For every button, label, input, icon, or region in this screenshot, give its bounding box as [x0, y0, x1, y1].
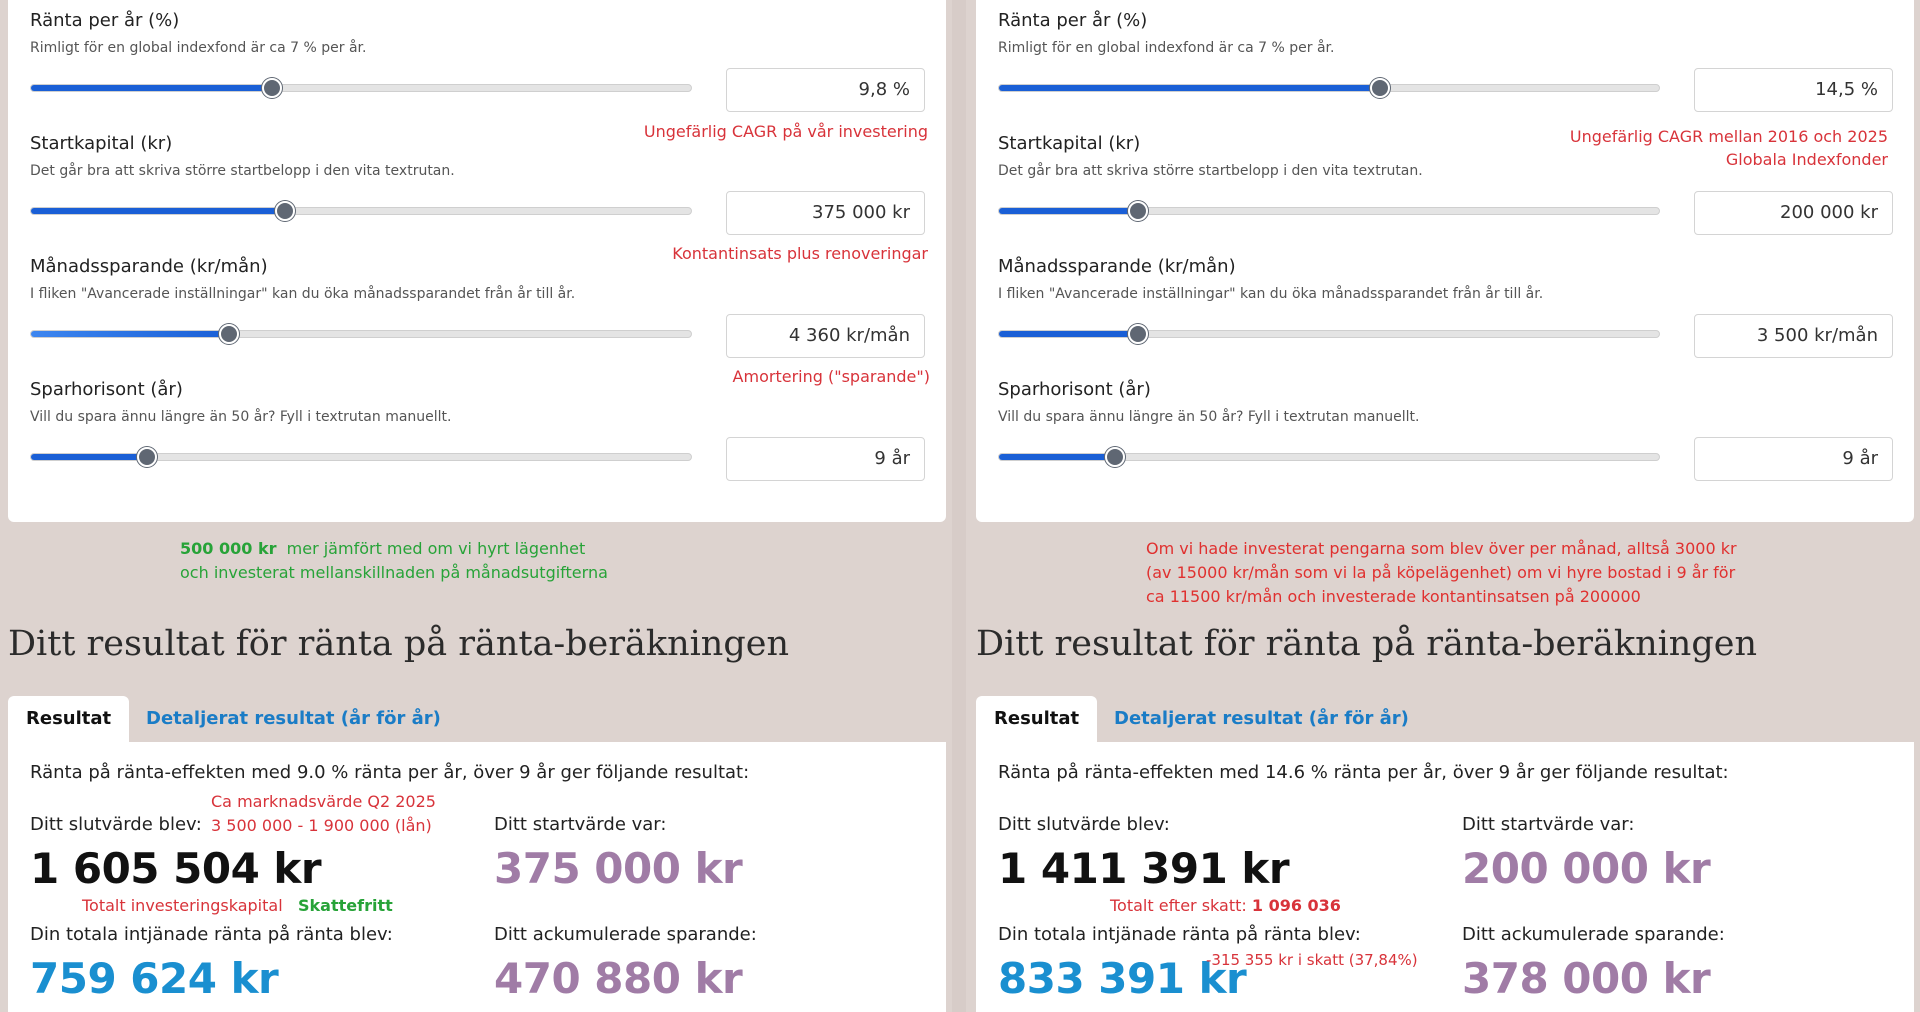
- market-value-calc-note: 3 500 000 - 1 900 000 (lån): [211, 816, 432, 835]
- horizon-field: [998, 369, 1898, 492]
- end-value: 1 411 391 kr: [998, 844, 1290, 893]
- rate-slider[interactable]: [998, 84, 1660, 92]
- horizon-slider-thumb[interactable]: [137, 447, 157, 467]
- tax-free-note: Skattefritt: [298, 896, 393, 915]
- horizon-label: Sparhorisont (år): [30, 379, 183, 400]
- horizon-slider-thumb[interactable]: [1105, 447, 1125, 467]
- interest-value: 833 391 kr: [998, 954, 1247, 1003]
- start-capital-slider-fill: [31, 208, 285, 214]
- results-intro: Ränta på ränta-effekten med 14.6 % ränta per år, över 9 år ger följande resultat:: [998, 762, 1729, 783]
- start-capital-input[interactable]: 375 000 kr: [726, 191, 925, 235]
- rate-help: Rimligt för en global indexfond är ca 7 % per år.: [998, 40, 1335, 56]
- horizon-input[interactable]: 9 år: [726, 437, 925, 481]
- start-capital-slider[interactable]: [30, 207, 692, 215]
- result-heading: Ditt resultat för ränta på ränta-beräkningen: [976, 624, 1758, 664]
- interest-value: 759 624 kr: [30, 954, 279, 1003]
- results-intro: Ränta på ränta-effekten med 9.0 % ränta per år, över 9 år ger följande resultat:: [30, 762, 750, 783]
- comparison-note-line2: och investerat mellanskillnaden på månadsutgifterna: [180, 563, 608, 582]
- start-value-label: Ditt startvärde var:: [1462, 814, 1635, 835]
- right-calculator-panel: [976, 0, 1914, 1012]
- monthly-saving-input[interactable]: 4 360 kr/mån: [726, 314, 925, 358]
- start-capital-slider-fill: [999, 208, 1138, 214]
- monthly-saving-slider-thumb[interactable]: [1128, 324, 1148, 344]
- rate-slider-fill: [31, 85, 272, 91]
- start-capital-help: Det går bra att skriva större startbelopp i den vita textrutan.: [30, 163, 455, 179]
- rate-slider-fill: [999, 85, 1380, 91]
- comparison-text-1: mer jämfört med om vi hyrt lägenhet: [286, 539, 586, 558]
- start-capital-annotation: Kontantinsats plus renoveringar: [672, 244, 928, 263]
- start-capital-help: Det går bra att skriva större startbelopp i den vita textrutan.: [998, 163, 1423, 179]
- start-value: 375 000 kr: [494, 844, 743, 893]
- monthly-saving-label: Månadssparande (kr/mån): [998, 256, 1236, 277]
- rate-annotation-line1: Ungefärlig CAGR mellan 2016 och 2025: [1569, 127, 1888, 146]
- monthly-saving-slider[interactable]: [30, 330, 692, 338]
- monthly-saving-slider[interactable]: [998, 330, 1660, 338]
- horizon-slider[interactable]: [998, 453, 1660, 461]
- start-capital-slider-thumb[interactable]: [1128, 201, 1148, 221]
- horizon-label: Sparhorisont (år): [998, 379, 1151, 400]
- rate-slider[interactable]: [30, 84, 692, 92]
- rate-field: [30, 0, 930, 123]
- start-capital-label: Startkapital (kr): [998, 133, 1141, 154]
- rate-help: Rimligt för en global indexfond är ca 7 % per år.: [30, 40, 367, 56]
- monthly-saving-slider-fill: [999, 331, 1138, 337]
- market-value-note: Ca marknadsvärde Q2 2025: [211, 792, 436, 811]
- end-value-label: Ditt slutvärde blev:: [30, 814, 202, 835]
- monthly-saving-field: [998, 246, 1898, 369]
- settings-card: [976, 0, 1914, 522]
- monthly-saving-help: I fliken "Avancerade inställningar" kan du öka månadssparandet från år till år.: [998, 286, 1544, 302]
- tab-result[interactable]: Resultat: [976, 696, 1097, 742]
- monthly-saving-slider-fill: [31, 331, 229, 337]
- horizon-input[interactable]: 9 år: [1694, 437, 1893, 481]
- horizon-slider-fill: [999, 454, 1115, 460]
- rate-field: [998, 0, 1898, 123]
- after-tax-label: Totalt efter skatt:: [1110, 896, 1247, 915]
- total-capital-note: Totalt investeringskapital: [82, 896, 283, 915]
- start-capital-label: Startkapital (kr): [30, 133, 173, 154]
- horizon-help: Vill du spara ännu längre än 50 år? Fyll i textrutan manuellt.: [30, 409, 452, 425]
- start-value-label: Ditt startvärde var:: [494, 814, 667, 835]
- monthly-saving-label: Månadssparande (kr/mån): [30, 256, 268, 277]
- monthly-saving-input[interactable]: 3 500 kr/mån: [1694, 314, 1893, 358]
- monthly-saving-annotation: Amortering ("sparande"): [732, 367, 930, 386]
- start-value: 200 000 kr: [1462, 844, 1711, 893]
- end-value-label: Ditt slutvärde blev:: [998, 814, 1170, 835]
- rate-label: Ränta per år (%): [998, 10, 1148, 31]
- results-panel: [8, 742, 946, 1012]
- rate-annotation: Ungefärlig CAGR på vår investering: [643, 122, 928, 141]
- rate-annotation-line2: Globala Indexfonder: [1725, 150, 1888, 169]
- tab-result[interactable]: Resultat: [8, 696, 129, 742]
- comparison-note-line1: [180, 537, 585, 561]
- monthly-saving-slider-thumb[interactable]: [219, 324, 239, 344]
- scenario-note-line3: ca 11500 kr/mån och investerade kontantinsatsen på 200000: [1146, 587, 1641, 606]
- rate-input[interactable]: 14,5 %: [1694, 68, 1893, 112]
- end-value: 1 605 504 kr: [30, 844, 322, 893]
- rate-slider-thumb[interactable]: [262, 78, 282, 98]
- interest-label: Din totala intjänade ränta på ränta blev:: [30, 924, 393, 945]
- start-capital-slider[interactable]: [998, 207, 1660, 215]
- scenario-note-line2: (av 15000 kr/mån som vi la på köpelägenhet) om vi hyre bostad i 9 år för: [1146, 563, 1736, 582]
- monthly-saving-help: I fliken "Avancerade inställningar" kan du öka månadssparandet från år till år.: [30, 286, 576, 302]
- accumulated-saving-label: Ditt ackumulerade sparande:: [494, 924, 757, 945]
- start-capital-input[interactable]: 200 000 kr: [1694, 191, 1893, 235]
- tab-detailed-result[interactable]: Detaljerat resultat (år för år): [146, 708, 441, 729]
- start-capital-slider-thumb[interactable]: [275, 201, 295, 221]
- accumulated-saving-value: 378 000 kr: [1462, 954, 1711, 1003]
- after-tax-value: 1 096 036: [1251, 896, 1341, 915]
- horizon-slider[interactable]: [30, 453, 692, 461]
- horizon-slider-fill: [31, 454, 147, 460]
- horizon-help: Vill du spara ännu längre än 50 år? Fyll i textrutan manuellt.: [998, 409, 1420, 425]
- rate-slider-thumb[interactable]: [1370, 78, 1390, 98]
- comparison-amount: 500 000 kr: [180, 539, 277, 558]
- left-calculator-panel: [8, 0, 946, 1012]
- rate-input[interactable]: 9,8 %: [726, 68, 925, 112]
- scenario-note-line1: Om vi hade investerat pengarna som blev över per månad, alltså 3000 kr: [1146, 539, 1737, 558]
- results-panel: [976, 742, 1914, 1012]
- panel-divider: [952, 0, 966, 1012]
- after-tax-note: [1110, 896, 1341, 916]
- rate-label: Ränta per år (%): [30, 10, 180, 31]
- accumulated-saving-label: Ditt ackumulerade sparande:: [1462, 924, 1725, 945]
- tax-note: -315 355 kr i skatt (37,84%): [1206, 951, 1418, 969]
- tab-detailed-result[interactable]: Detaljerat resultat (år för år): [1114, 708, 1409, 729]
- settings-card: [8, 0, 946, 522]
- result-heading: Ditt resultat för ränta på ränta-beräkningen: [8, 624, 790, 664]
- interest-label: Din totala intjänade ränta på ränta blev:: [998, 924, 1361, 945]
- accumulated-saving-value: 470 880 kr: [494, 954, 743, 1003]
